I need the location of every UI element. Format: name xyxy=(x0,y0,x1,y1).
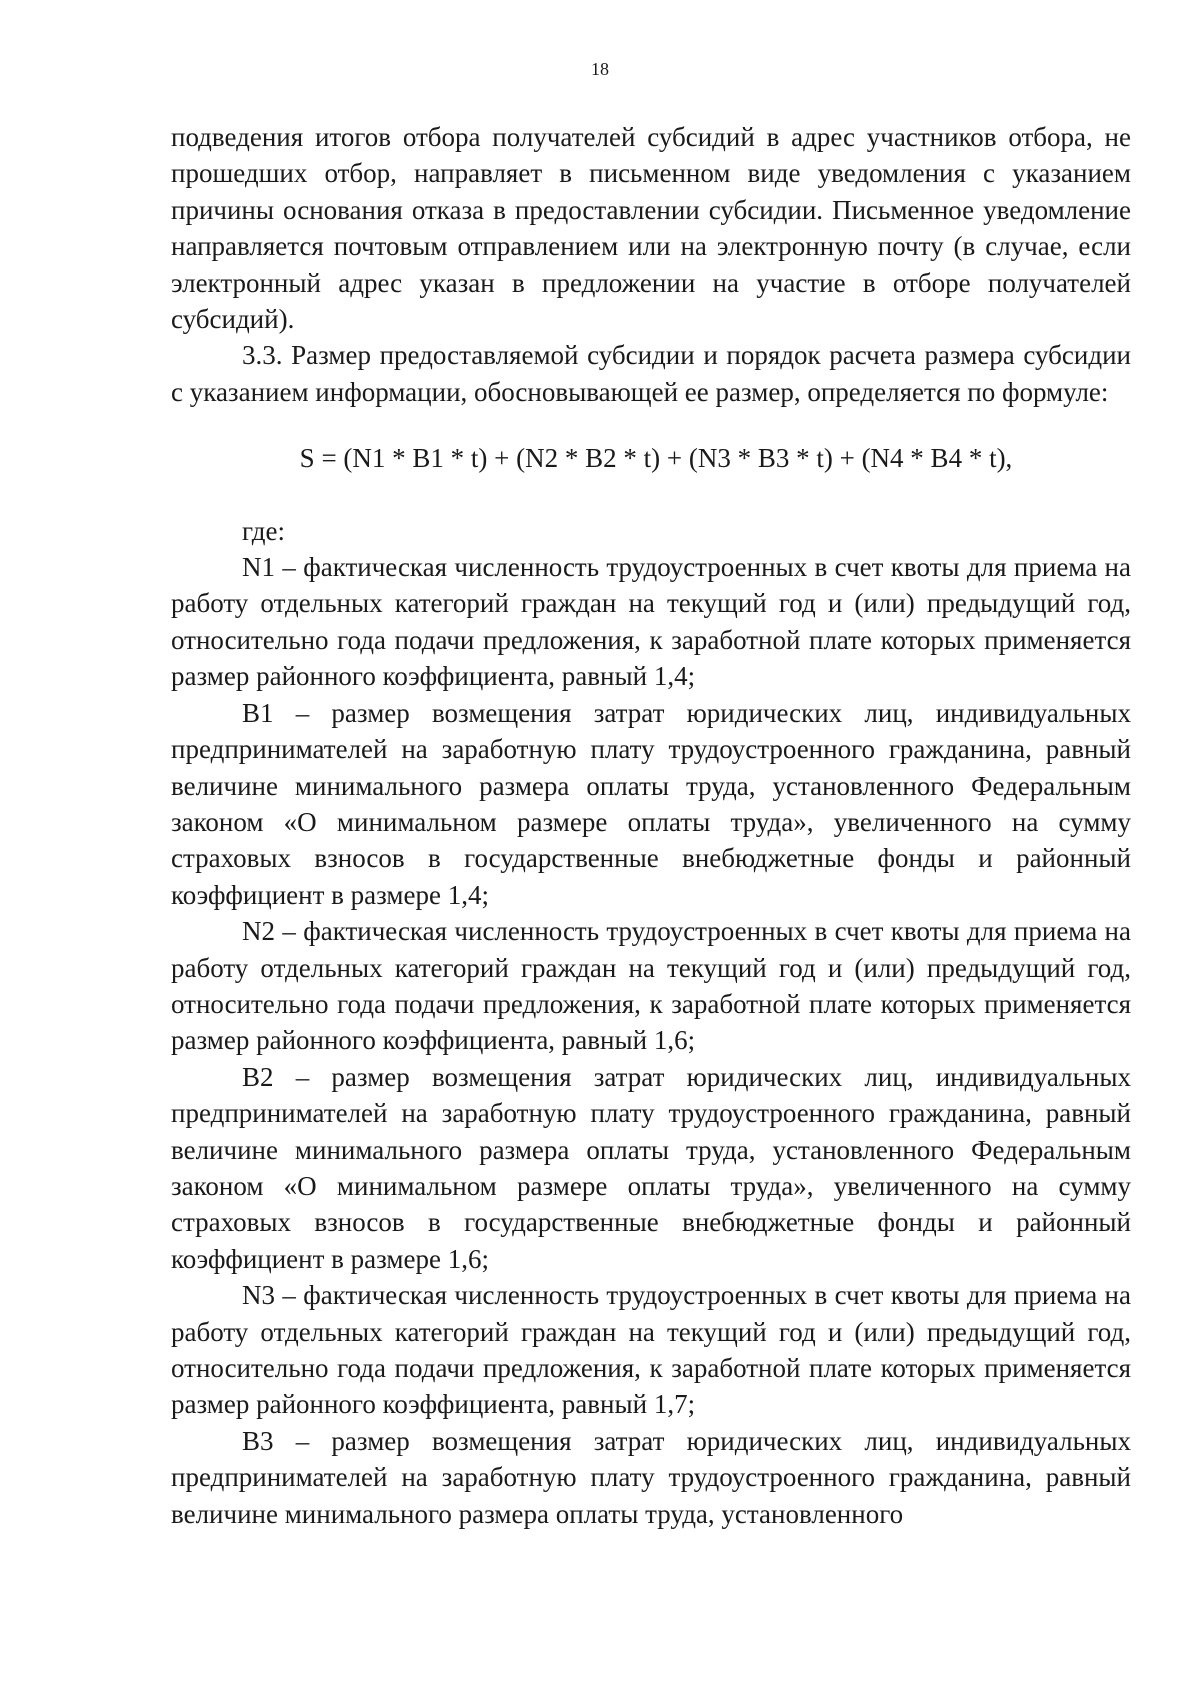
paragraph-section-3-3: 3.3. Размер предоставляемой субсидии и порядок расчета размера субсидии с указанием информации, обосновывающей ее размер, определяется по формуле: xyxy=(171,340,1131,407)
definition-n1: N1 – фактическая численность трудоустроенных в счет квоты для приема на работу отдельных категорий граждан на текущий год и (или) предыдущий год, относительно года подачи предложения, к заработной плате которых применяется размер районного коэффициента, равный 1,4; xyxy=(171,552,1131,692)
definition-b2: B2 – размер возмещения затрат юридических лиц, индивидуальных предпринимателей на заработную плату трудоустроенного гражданина, равный величине минимального размера оплаты труда, установленного Федеральным законом «О минимальном размере оплаты труда», увеличенного на сумму страховых взносов в государственные внебюджетные фонды и районный коэффициент в размере 1,6; xyxy=(171,1061,1131,1274)
definition-b3: B3 – размер возмещения затрат юридических лиц, индивидуальных предпринимателей на заработную плату трудоустроенного гражданина, равный величине минимального размера оплаты труда, установленного xyxy=(171,1425,1131,1529)
subsidy-formula: S = (N1 * B1 * t) + (N2 * B2 * t) + (N3 * B3 * t) + (N4 * B4 * t), xyxy=(299,443,1013,474)
document-body xyxy=(171,119,1131,1532)
paragraph-notification: подведения итогов отбора получателей субсидий в адрес участников отбора, не прошедших отбор, направляет в письменном виде уведомления с указанием причины основания отказа в предоставлении субсидии. Письменное уведомление направляется почтовым отправлением или на электронную почту (в случае, если электронный адрес указан в предложении на участие в отборе получателей субсидий). xyxy=(171,122,1131,335)
definition-n3: N3 – фактическая численность трудоустроенных в счет квоты для приема на работу отдельных категорий граждан на текущий год и (или) предыдущий год, относительно года подачи предложения, к заработной плате которых применяется размер районного коэффициента, равный 1,7; xyxy=(171,1280,1131,1420)
page-number: 18 xyxy=(591,59,609,79)
definition-b1: B1 – размер возмещения затрат юридических лиц, индивидуальных предпринимателей на заработную плату трудоустроенного гражданина, равный величине минимального размера оплаты труда, установленного Федеральным законом «О минимальном размере оплаты труда», увеличенного на сумму страховых взносов в государственные внебюджетные фонды и районный коэффициент в размере 1,4; xyxy=(171,697,1131,910)
where-label: где: xyxy=(242,515,285,546)
definition-n2: N2 – фактическая численность трудоустроенных в счет квоты для приема на работу отдельных категорий граждан на текущий год и (или) предыдущий год, относительно года подачи предложения, к заработной плате которых применяется размер районного коэффициента, равный 1,6; xyxy=(171,916,1131,1056)
